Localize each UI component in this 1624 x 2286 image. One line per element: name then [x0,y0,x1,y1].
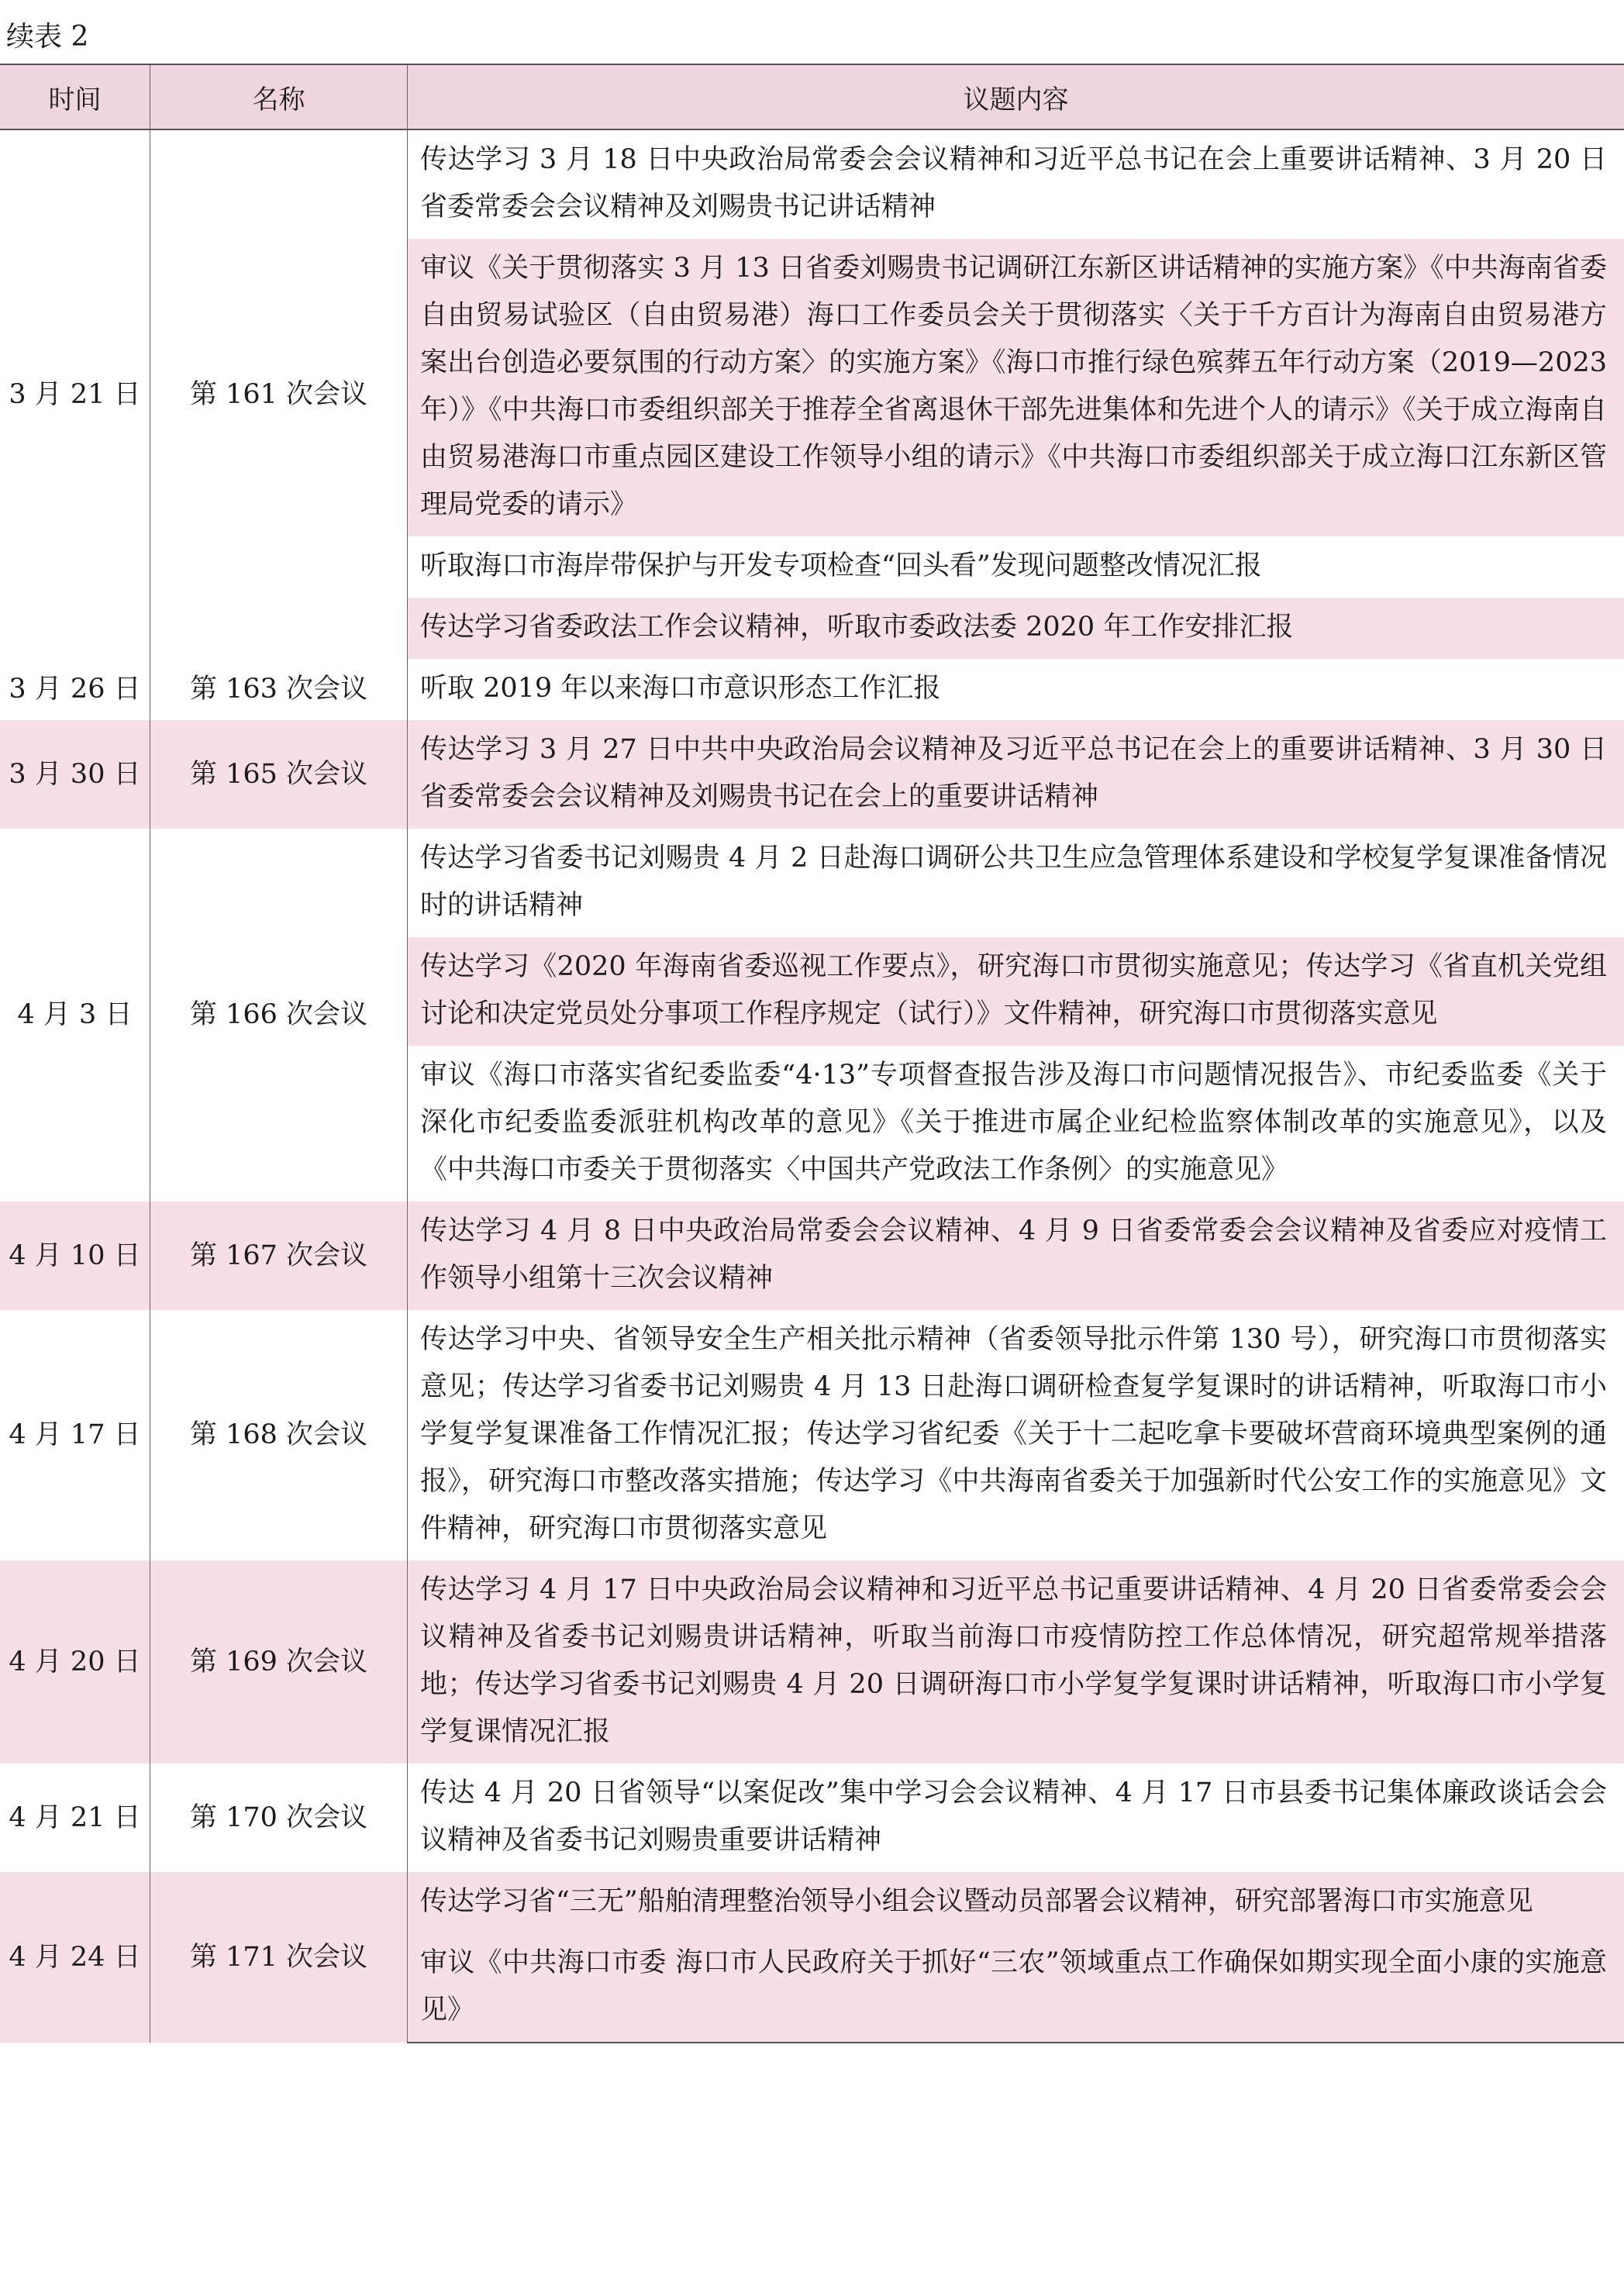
meeting-topic: 听取海口市海岸带保护与开发专项检查“回头看”发现问题整改情况汇报 [408,536,1624,598]
meeting-topic: 传达学习 3 月 18 日中央政治局常委会会议精神和习近平总书记在会上重要讲话精神、3 月 20 日省委常委会会议精神及刘赐贵书记讲话精神 [408,129,1624,239]
header-row [0,64,1624,129]
meeting-table [0,64,1624,2043]
meeting-name: 第 167 次会议 [150,1202,408,1310]
meeting-name: 第 170 次会议 [150,1764,408,1872]
table-row [0,829,1624,937]
meeting-topic: 传达学习 4 月 17 日中央政治局会议精神和习近平总书记重要讲话精神、4 月 20 日省委常委会会议精神及省委书记刘赐贵讲话精神，听取当前海口市疫情防控工作总体情况，研究超常规举措落地；传达学习省委书记刘赐贵 4 月 20 日调研海口市小学复学复课时讲话精神，听取海口市小学复学复课情况汇报 [408,1560,1624,1764]
meeting-topic: 审议《中共海口市委 海口市人民政府关于抓好“三农”领域重点工作确保如期实现全面小康的实施意见》 [408,1933,1624,2043]
meeting-topic: 听取 2019 年以来海口市意识形态工作汇报 [408,659,1624,720]
meeting-name: 第 161 次会议 [150,129,408,659]
meeting-date: 4 月 24 日 [0,1872,150,2043]
header-content: 议题内容 [408,64,1624,129]
table-row [0,659,1624,720]
meeting-date: 4 月 20 日 [0,1560,150,1764]
table-row [0,1202,1624,1310]
meeting-topic: 传达学习《2020 年海南省委巡视工作要点》，研究海口市贯彻实施意见；传达学习《省直机关党组讨论和决定党员处分事项工作程序规定（试行）》文件精神，研究海口市贯彻落实意见 [408,937,1624,1046]
meeting-name: 第 165 次会议 [150,720,408,829]
header-name: 名称 [150,64,408,129]
meeting-date: 4 月 21 日 [9,1802,141,1833]
meeting-topic: 传达学习 3 月 27 日中共中央政治局会议精神及习近平总书记在会上的重要讲话精神、3 月 30 日省委常委会会议精神及刘赐贵书记在会上的重要讲话精神 [408,720,1624,829]
meeting-topic: 审议《关于贯彻落实 3 月 13 日省委刘赐贵书记调研江东新区讲话精神的实施方案》《中共海南省委自由贸易试验区（自由贸易港）海口工作委员会关于贯彻落实〈关于千方百计为海南自由贸易港方案出台创造必要氛围的行动方案〉的实施方案》《海口市推行绿色殡葬五年行动方案（2019—2023 年）》《中共海口市委组织部关于推荐全省离退休干部先进集体和先进个人的请示》《关于成立海南自由贸易港海口市重点园区建设工作领导小组的请示》《中共海口市委组织部关于成立海口江东新区管理局党委的请示》 [408,239,1624,536]
meeting-name: 第 168 次会议 [150,1310,408,1560]
meeting-name: 第 163 次会议 [150,659,408,720]
meeting-name: 第 166 次会议 [150,829,408,1202]
table-row [0,1310,1624,1560]
meeting-date: 3 月 30 日 [0,720,150,829]
header-time: 时间 [0,64,150,129]
meeting-date: 4 月 10 日 [0,1202,150,1310]
meeting-date: 4 月 17 日 [9,1419,141,1450]
table-row [0,1764,1624,1872]
meeting-topic: 审议《海口市落实省纪委监委“4·13”专项督查报告涉及海口市问题情况报告》、市纪委监委《关于深化市纪委监委派驻机构改革的意见》《关于推进市属企业纪检监察体制改革的实施意见》，以及《中共海口市委关于贯彻落实〈中国共产党政法工作条例〉的实施意见》 [408,1046,1624,1202]
table-caption: 续表 2 [6,21,89,53]
meeting-date: 3 月 26 日 [9,674,141,705]
table-row [0,720,1624,829]
meeting-topic: 传达学习省委书记刘赐贵 4 月 2 日赴海口调研公共卫生应急管理体系建设和学校复学复课准备情况时的讲话精神 [408,829,1624,937]
meeting-name: 第 171 次会议 [150,1872,408,2043]
meeting-topic: 传达 4 月 20 日省领导“以案促改”集中学习会会议精神、4 月 17 日市县委书记集体廉政谈话会会议精神及省委书记刘赐贵重要讲话精神 [408,1764,1624,1872]
meeting-date: 3 月 21 日 [9,378,141,410]
meeting-name: 第 169 次会议 [150,1560,408,1764]
meeting-date: 4 月 3 日 [17,999,133,1030]
meeting-topic: 传达学习省委政法工作会议精神，听取市委政法委 2020 年工作安排汇报 [408,598,1624,659]
meeting-topic: 传达学习省“三无”船舶清理整治领导小组会议暨动员部署会议精神，研究部署海口市实施意见 [408,1872,1624,1933]
table-row [0,129,1624,239]
meeting-topic: 传达学习 4 月 8 日中央政治局常委会会议精神、4 月 9 日省委常委会会议精神及省委应对疫情工作领导小组第十三次会议精神 [408,1202,1624,1310]
table-row [0,1560,1624,1764]
table-row [0,1872,1624,1933]
meeting-topic: 传达学习中央、省领导安全生产相关批示精神（省委领导批示件第 130 号），研究海口市贯彻落实意见；传达学习省委书记刘赐贵 4 月 13 日赴海口调研检查复学复课时的讲话精神，听取海口市小学复学复课准备工作情况汇报；传达学习省纪委《关于十二起吃拿卡要破坏营商环境典型案例的通报》，研究海口市整改落实措施；传达学习《中共海南省委关于加强新时代公安工作的实施意见》文件精神，研究海口市贯彻落实意见 [408,1310,1624,1560]
